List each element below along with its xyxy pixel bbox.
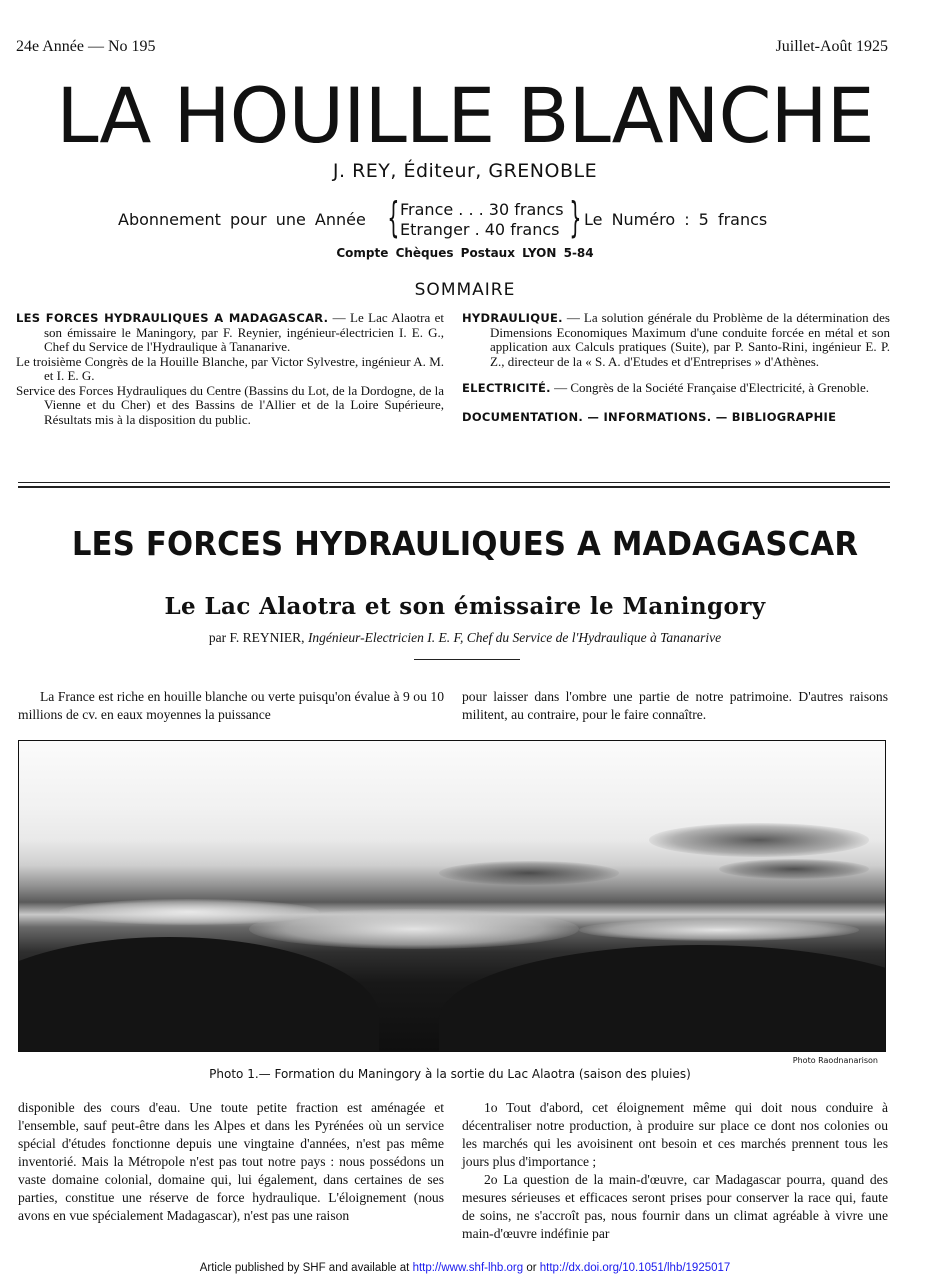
issue-number: 24e Année — No 195 — [16, 38, 156, 55]
journal-link[interactable]: http://www.shf-lhb.org — [412, 1262, 524, 1274]
body-paragraph: 1o Tout d'abord, cet éloignement même qui doit nous conduire à décentraliser notre production, à produire sur place ce dont nos colonies ou les marchés qui les avoisinent ont besoin et ces marchés prennent tous les jours plus d'importance ; — [462, 1100, 888, 1169]
contents-sections — [462, 410, 890, 425]
article-title: LES FORCES HYDRAULIQUES A MADAGASCAR — [71, 524, 859, 563]
footer-separator: or — [523, 1262, 540, 1274]
intro-paragraph: La France est riche en houille blanche ou verte puisqu'on évalue à 9 ou 10 millions de cv. en eaux moyennes la puissance — [18, 689, 444, 722]
body-right-column — [462, 1099, 888, 1243]
right-brace-icon: } — [569, 193, 582, 242]
rate-france: France . . . 30 francs — [400, 200, 564, 219]
contents-entry-head: ELECTRICITÉ. — [462, 381, 551, 395]
contents-entry — [16, 311, 444, 355]
subscription-block — [118, 193, 818, 242]
photo-caption: Photo 1.— Formation du Maningory à la sortie du Lac Alaotra (saison des pluies) — [209, 1067, 691, 1081]
contents-entry — [462, 381, 890, 396]
body-left-column — [18, 1099, 444, 1225]
contents-entry-head: HYDRAULIQUE. — [462, 311, 563, 325]
contents-entry — [16, 384, 444, 428]
lake-photograph — [18, 740, 886, 1052]
contents-entry-text: — La solution générale du Problème de la détermination des Dimensions Economiques Maximum d'une conduite forcée en métal et son application aux Calculs pratiques (Suite), par P. Santo-Rini, ingénieur E. P. Z., directeur de la « S. A. d'Etudes et d'Entreprises » d'Athènes. — [490, 310, 890, 369]
publisher-line: J. REY, Éditeur, GRENOBLE — [332, 160, 598, 182]
footer-prefix: Article published by SHF and available at — [199, 1262, 413, 1274]
intro-right-column — [462, 688, 888, 724]
contents-entry-text: Service des Forces Hydrauliques du Centre (Bassins du Lot, de la Dordogne, de la Vienne et du Cher) et des Bassins de l'Allier et de la Loire Supérieure, Résultats mis à la disposition du public. — [16, 382, 444, 427]
masthead-title: LA HOUILLE BLANCHE — [56, 71, 874, 160]
byline-author: par F. REYNIER, — [208, 630, 305, 645]
contents-entry-text: Le troisième Congrès de la Houille Blanche, par Victor Sylvestre, ingénieur A. M. et I. E. G. — [16, 353, 444, 383]
contents-entry-head: LES FORCES HYDRAULIQUES A MADAGASCAR. — [16, 311, 329, 325]
intro-left-column — [18, 688, 444, 724]
byline-divider — [414, 659, 520, 660]
byline-role: Ingénieur-Electricien I. E. F, Chef du Service de l'Hydraulique à Tananarive — [307, 630, 722, 645]
intro-paragraph: pour laisser dans l'ombre une partie de notre patrimoine. D'autres raisons militent, au contraire, pour le faire connaître. — [462, 689, 888, 722]
contents-heading: SOMMAIRE — [414, 280, 516, 300]
article-byline — [0, 630, 930, 646]
subscription-rates — [400, 200, 564, 240]
header-divider-top — [18, 482, 890, 483]
issue-price: Le Numéro : 5 francs — [584, 210, 768, 229]
postal-account: Compte Chèques Postaux LYON 5-84 — [336, 246, 594, 260]
header-divider-bottom — [18, 486, 890, 488]
contents-entry — [462, 311, 890, 369]
subscription-label: Abonnement pour une Année — [118, 210, 366, 229]
contents-sections-label: DOCUMENTATION. — INFORMATIONS. — BIBLIOGRAPHIE — [462, 409, 837, 424]
publication-footer — [0, 1262, 930, 1274]
rate-etranger: Etranger . 40 francs — [400, 220, 560, 239]
contents-entry — [16, 355, 444, 384]
photo-credit: Photo Raodnanarison — [792, 1056, 878, 1065]
body-paragraph: 2o La question de la main-d'œuvre, car Madagascar pourra, quand des mesures sérieuses et efficaces seront prises pour conserver la race qui, faute de soins, ne s'accroît pas, nous fournir dans un climat agréable à vivre une main-d'œuvre indéfinie par — [462, 1172, 888, 1241]
doi-link[interactable]: http://dx.doi.org/10.1051/lhb/1925017 — [539, 1262, 731, 1274]
article-subtitle: Le Lac Alaotra et son émissaire le Maningory — [164, 593, 766, 620]
body-paragraph: disponible des cours d'eau. Une toute petite fraction est aménagée et l'ensemble, sauf peut-être dans les Alpes et dans les Pyrénées où un service spécial d'études fonctionne depuis une vingtaine d'années, n'est pas même inventorié. Mais la Métropole n'est pas tout notre pays : nous possédons un vaste domaine colonial, domaine qui, lui également, dans certaines de ses parties, constitue une réserve de force hydraulique. L'éloignement (nous avons en vue spécialement Madagascar), n'est pas une raison — [18, 1100, 444, 1223]
contents-right-column — [462, 311, 890, 424]
contents-entry-text: — Le Lac Alaotra et son émissaire le Maningory, par F. Reynier, ingénieur-électricien I. E. G., Chef du Service de l'Hydraulique à Tananarive. — [44, 310, 444, 354]
contents-entry-text: — Congrès de la Société Française d'Electricité, à Grenoble. — [550, 380, 870, 395]
left-brace-icon: { — [387, 193, 400, 242]
issue-date: Juillet-Août 1925 — [775, 38, 888, 55]
contents-left-column — [16, 311, 444, 427]
